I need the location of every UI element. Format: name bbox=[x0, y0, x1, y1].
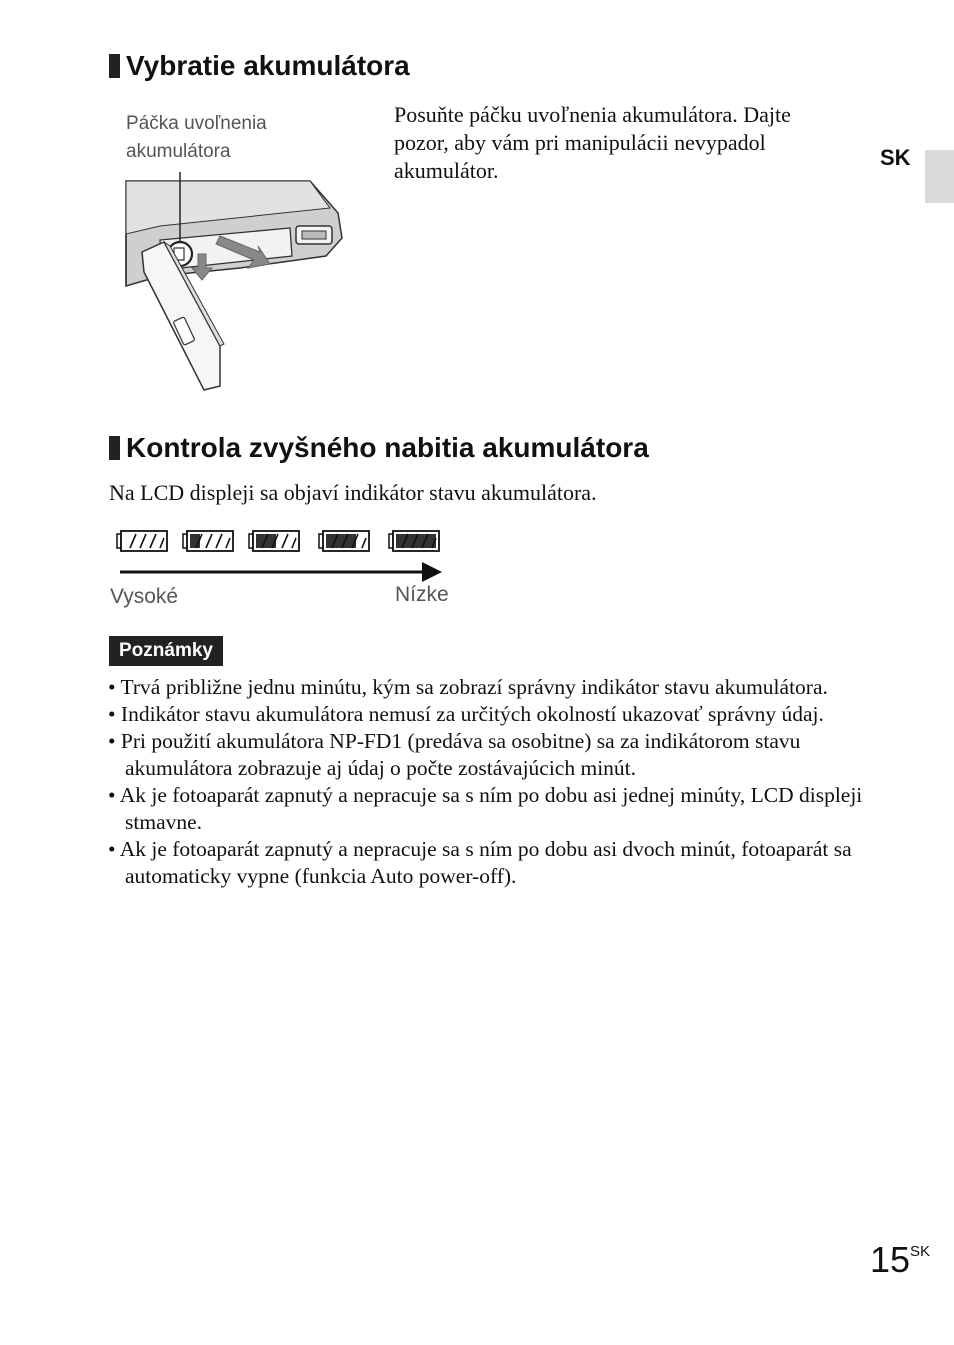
heading-marker bbox=[109, 436, 120, 460]
heading-marker bbox=[109, 54, 120, 78]
battery-icon-level-1 bbox=[116, 530, 168, 552]
battery-icon-level-5 bbox=[388, 530, 440, 552]
side-tab-marker bbox=[925, 150, 954, 203]
scale-label-high: Vysoké bbox=[110, 585, 179, 608]
note-item: • Trvá približne jednu minútu, kým sa zobrazí správny indikátor stavu akumulátora. bbox=[108, 674, 868, 701]
note-item: • Pri použití akumulátora NP-FD1 (predáva sa osobitne) sa za indikátorom stavu akumulátora zobrazuje aj údaj o počte zostávajúcich minút. bbox=[108, 728, 868, 782]
scale-label-low: Nízke bbox=[395, 583, 449, 606]
notes-badge: Poznámky bbox=[109, 636, 223, 666]
page-number-suffix: SK bbox=[910, 1243, 931, 1260]
side-tab-label: SK bbox=[880, 145, 911, 170]
note-item: • Ak je fotoaparát zapnutý a nepracuje sa s ním po dobu asi dvoch minút, fotoaparát sa automaticky vypne (funkcia Auto power-off). bbox=[108, 836, 868, 890]
battery-removal-instruction: Posuňte páčku uvoľnenia akumulátora. Dajte pozor, aby vám pri manipulácii nevypadol akumulátor. bbox=[394, 102, 791, 183]
battery-icon-level-2 bbox=[182, 530, 234, 552]
release-lever-callout: Páčka uvoľnenia akumulátora bbox=[126, 113, 267, 162]
note-item: • Indikátor stavu akumulátora nemusí za určitých okolností ukazovať správny údaj. bbox=[108, 701, 868, 728]
note-item: • Ak je fotoaparát zapnutý a nepracuje sa s ním po dobu asi jednej minúty, LCD displeji stmavne. bbox=[108, 782, 868, 836]
notes-list bbox=[108, 674, 868, 890]
section-heading-battery-charge: Kontrola zvyšného nabitia akumulátora bbox=[109, 434, 649, 462]
battery-indicator-intro: Na LCD displeji sa objaví indikátor stavu akumulátora. bbox=[109, 480, 597, 505]
battery-level-row bbox=[116, 530, 456, 554]
battery-icon-level-3 bbox=[248, 530, 300, 552]
battery-icon-level-4 bbox=[318, 530, 370, 552]
page-number: $15^{SK}$ bbox=[870, 1239, 931, 1280]
battery-removal-illustration bbox=[120, 168, 360, 393]
section-heading-battery-removal: Vybratie akumulátora bbox=[109, 52, 410, 80]
